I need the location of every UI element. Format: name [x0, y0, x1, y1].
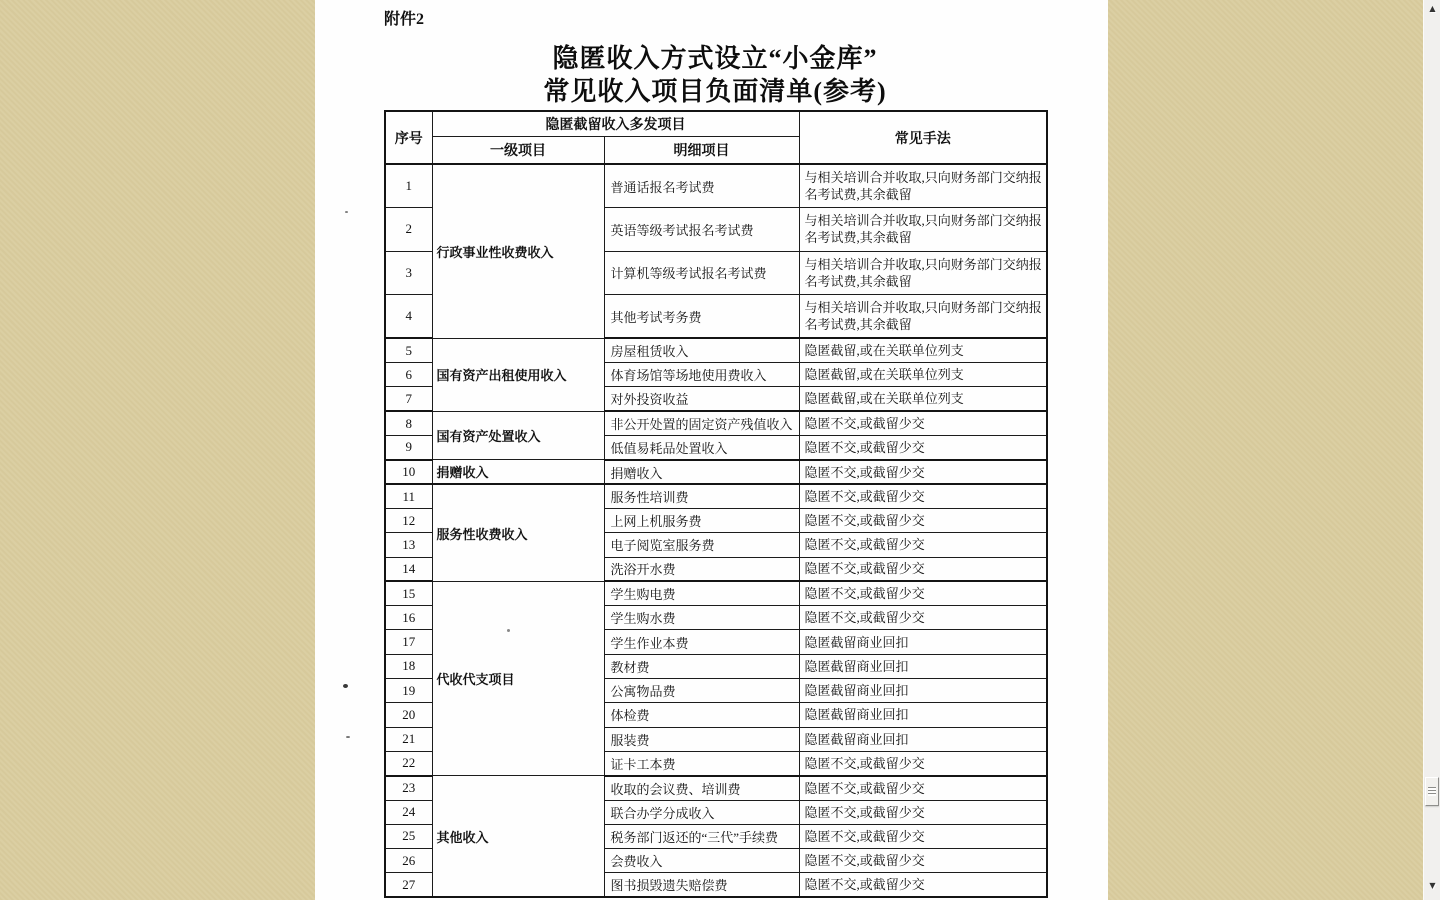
detail-item-cell: 低值易耗品处置收入: [604, 436, 799, 460]
method-cell: 与相关培训合并收取,只向财务部门交纳报名考试费,其余截留: [799, 164, 1047, 208]
method-cell: 隐匿截留,或在关联单位列支: [799, 387, 1047, 411]
header-col-method: 常见手法: [799, 111, 1047, 164]
negative-list-table: [384, 110, 1048, 898]
scrollbar[interactable]: [1423, 0, 1440, 900]
detail-item-cell: 计算机等级考试报名考试费: [604, 251, 799, 295]
detail-item-cell: 其他考试考务费: [604, 295, 799, 339]
method-cell: 隐匿截留,或在关联单位列支: [799, 363, 1047, 387]
row-number-cell: 26: [385, 849, 432, 873]
scan-artifact: [345, 211, 348, 213]
row-number-cell: 6: [385, 363, 432, 387]
method-cell: 隐匿不交,或截留少交: [799, 849, 1047, 873]
scan-artifact: [346, 736, 350, 738]
row-number-cell: 19: [385, 679, 432, 703]
row-number-cell: 8: [385, 411, 432, 435]
row-number-cell: 11: [385, 484, 432, 508]
method-cell: 隐匿不交,或截留少交: [799, 533, 1047, 557]
table-row: [385, 338, 1047, 362]
method-cell: 隐匿不交,或截留少交: [799, 873, 1047, 897]
scrollbar-up-button[interactable]: [1424, 0, 1440, 17]
method-cell: 隐匿不交,或截留少交: [799, 508, 1047, 532]
row-number-cell: 5: [385, 338, 432, 362]
row-number-cell: 16: [385, 606, 432, 630]
row-number-cell: 7: [385, 387, 432, 411]
row-number-cell: 14: [385, 557, 432, 581]
level1-category-cell: 国有资产出租使用收入: [432, 338, 604, 411]
header-col-level1: 一级项目: [432, 136, 604, 164]
detail-item-cell: 税务部门返还的“三代”手续费: [604, 824, 799, 848]
row-number-cell: 18: [385, 654, 432, 678]
detail-item-cell: 证卡工本费: [604, 751, 799, 775]
detail-item-cell: 公寓物品费: [604, 679, 799, 703]
detail-item-cell: 学生购水费: [604, 606, 799, 630]
level1-category-cell: 国有资产处置收入: [432, 411, 604, 460]
header-col-detail: 明细项目: [604, 136, 799, 164]
row-number-cell: 10: [385, 460, 432, 484]
level1-category-cell: 其他收入: [432, 776, 604, 897]
method-cell: 与相关培训合并收取,只向财务部门交纳报名考试费,其余截留: [799, 208, 1047, 252]
level1-category-cell: 代收代支项目: [432, 581, 604, 775]
detail-item-cell: 房屋租赁收入: [604, 338, 799, 362]
method-cell: 隐匿不交,或截留少交: [799, 436, 1047, 460]
method-cell: 隐匿不交,或截留少交: [799, 411, 1047, 435]
scrollbar-thumb[interactable]: [1425, 777, 1439, 806]
detail-item-cell: 捐赠收入: [604, 460, 799, 484]
detail-item-cell: 非公开处置的固定资产残值收入: [604, 411, 799, 435]
row-number-cell: 3: [385, 251, 432, 295]
method-cell: 隐匿截留商业回扣: [799, 679, 1047, 703]
table-row: [385, 776, 1047, 800]
method-cell: 与相关培训合并收取,只向财务部门交纳报名考试费,其余截留: [799, 251, 1047, 295]
detail-item-cell: 体育场馆等场地使用费收入: [604, 363, 799, 387]
header-group-frequent-items: 隐匿截留收入多发项目: [432, 111, 799, 136]
document-page: [315, 0, 1108, 900]
method-cell: 隐匿不交,或截留少交: [799, 460, 1047, 484]
table-row: [385, 581, 1047, 605]
row-number-cell: 1: [385, 164, 432, 208]
level1-category-cell: 捐赠收入: [432, 460, 604, 484]
detail-item-cell: 联合办学分成收入: [604, 800, 799, 824]
detail-item-cell: 上网上机服务费: [604, 508, 799, 532]
method-cell: 与相关培训合并收取,只向财务部门交纳报名考试费,其余截留: [799, 295, 1047, 339]
row-number-cell: 27: [385, 873, 432, 897]
level1-category-cell: 行政事业性收费收入: [432, 164, 604, 338]
detail-item-cell: 服装费: [604, 727, 799, 751]
method-cell: 隐匿截留商业回扣: [799, 703, 1047, 727]
row-number-cell: 22: [385, 751, 432, 775]
method-cell: 隐匿不交,或截留少交: [799, 751, 1047, 775]
row-number-cell: 20: [385, 703, 432, 727]
detail-item-cell: 收取的会议费、培训费: [604, 776, 799, 800]
scroll-up-icon: ▲: [1429, 3, 1436, 13]
table-row: [385, 411, 1047, 435]
row-number-cell: 23: [385, 776, 432, 800]
detail-item-cell: 洗浴开水费: [604, 557, 799, 581]
row-number-cell: 21: [385, 727, 432, 751]
table-row: [385, 484, 1047, 508]
detail-item-cell: 教材费: [604, 654, 799, 678]
table-row: [385, 164, 1047, 208]
detail-item-cell: 英语等级考试报名考试费: [604, 208, 799, 252]
detail-item-cell: 图书损毁遗失赔偿费: [604, 873, 799, 897]
detail-item-cell: 体检费: [604, 703, 799, 727]
row-number-cell: 13: [385, 533, 432, 557]
row-number-cell: 15: [385, 581, 432, 605]
row-number-cell: 17: [385, 630, 432, 654]
row-number-cell: 4: [385, 295, 432, 339]
detail-item-cell: 学生购电费: [604, 581, 799, 605]
scroll-down-icon: ▼: [1429, 880, 1436, 890]
row-number-cell: 12: [385, 508, 432, 532]
method-cell: 隐匿截留商业回扣: [799, 727, 1047, 751]
method-cell: 隐匿不交,或截留少交: [799, 557, 1047, 581]
level1-category-cell: 服务性收费收入: [432, 484, 604, 581]
method-cell: 隐匿不交,或截留少交: [799, 606, 1047, 630]
scrollbar-grip-icon: [1428, 787, 1436, 796]
method-cell: 隐匿不交,或截留少交: [799, 484, 1047, 508]
scan-artifact: [507, 629, 510, 632]
row-number-cell: 25: [385, 824, 432, 848]
table-row: [385, 460, 1047, 484]
attachment-label: 附件2: [384, 11, 425, 28]
detail-item-cell: 会费收入: [604, 849, 799, 873]
row-number-cell: 2: [385, 208, 432, 252]
detail-item-cell: 普通话报名考试费: [604, 164, 799, 208]
document-title-line1: 隐匿收入方式设立“小金库”: [552, 44, 878, 73]
method-cell: 隐匿不交,或截留少交: [799, 824, 1047, 848]
method-cell: 隐匿截留商业回扣: [799, 654, 1047, 678]
row-number-cell: 24: [385, 800, 432, 824]
method-cell: 隐匿截留,或在关联单位列支: [799, 338, 1047, 362]
detail-item-cell: 服务性培训费: [604, 484, 799, 508]
detail-item-cell: 电子阅览室服务费: [604, 533, 799, 557]
document-title-line2: 常见收入项目负面清单(参考): [543, 77, 887, 106]
detail-item-cell: 学生作业本费: [604, 630, 799, 654]
detail-item-cell: 对外投资收益: [604, 387, 799, 411]
method-cell: 隐匿截留商业回扣: [799, 630, 1047, 654]
scrollbar-down-button[interactable]: [1424, 877, 1440, 894]
scan-artifact: [343, 684, 348, 688]
method-cell: 隐匿不交,或截留少交: [799, 776, 1047, 800]
method-cell: 隐匿不交,或截留少交: [799, 800, 1047, 824]
header-col-number: 序号: [385, 111, 432, 164]
method-cell: 隐匿不交,或截留少交: [799, 581, 1047, 605]
row-number-cell: 9: [385, 436, 432, 460]
